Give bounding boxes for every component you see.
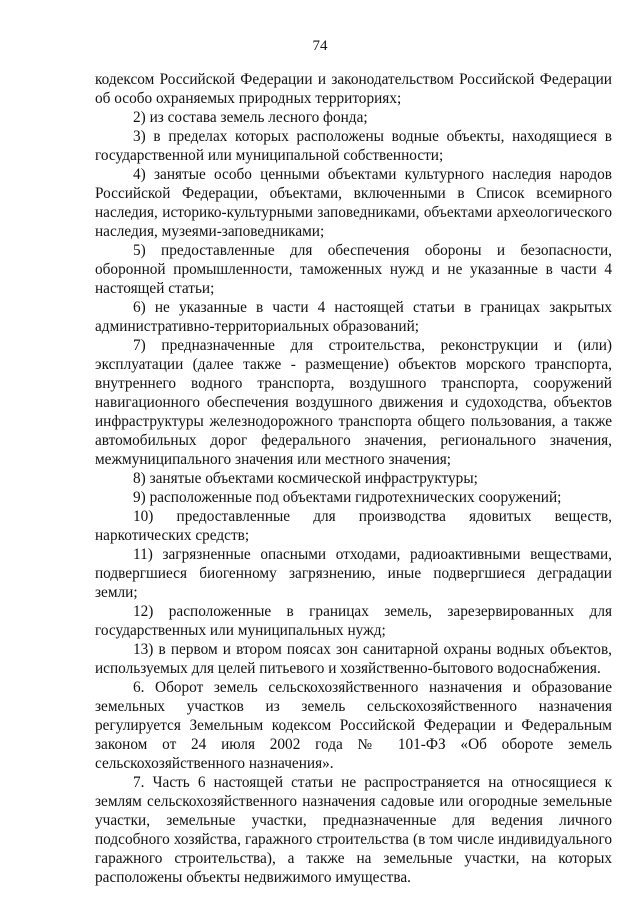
paragraph-continuation: кодексом Российской Федерации и законодательством Российской Федерации об особо охраняемых природных территориях; <box>95 71 612 107</box>
paragraph-item-4: 4) занятые особо ценными объектами культурного наследия народов Российской Федерации, объектами, включенными в Список всемирного наследия, историко-культурными заповедниками, объектами археологического наследия, музеями-заповедниками; <box>95 166 612 240</box>
paragraph-item-6: 6) не указанные в части 4 настоящей статьи в границах закрытых административно-территориальных образований; <box>95 299 612 335</box>
paragraph-part-7: 7. Часть 6 настоящей статьи не распространяется на относящиеся к землям сельскохозяйственного назначения садовые или огородные земельные участки, земельные участки, предназначенные для ведения личного подсобного хозяйства, гаражного строительства (в том числе индивидуального гаражного строительства), а также на земельные участки, на которых расположены объекты недвижимого имущества. <box>95 774 612 886</box>
paragraph-item-7: 7) предназначенные для строительства, реконструкции и (или) эксплуатации (далее также - размещение) объектов морского транспорта, внутреннего водного транспорта, воздушного транспорта, сооружений навигационного обеспечения воздушного движения и судоходства, объектов инфраструктуры железнодорожного транспорта общего пользования, а также автомобильных дорог федерального значения, регионального значения, межмуниципального значения или местного значения; <box>95 337 612 468</box>
paragraph-item-2: 2) из состава земель лесного фонда; <box>133 109 368 126</box>
paragraph-item-11: 11) загрязненные опасными отходами, радиоактивными веществами, подвергшиеся биогенному загрязнению, иные подвергшиеся деградации земли; <box>95 546 612 601</box>
paragraph-item-13: 13) в первом и втором поясах зон санитарной охраны водных объектов, используемых для целей питьевого и хозяйственно-бытового водоснабжения. <box>95 641 612 677</box>
page-number: 74 <box>312 38 328 54</box>
document-body <box>95 70 612 887</box>
paragraph-item-10: 10) предоставленные для производства ядовитых веществ, наркотических средств; <box>95 508 612 544</box>
paragraph-item-5: 5) предоставленные для обеспечения обороны и безопасности, оборонной промышленности, таможенных нужд и не указанные в части 4 настоящей статьи; <box>95 242 612 297</box>
paragraph-item-9: 9) расположенные под объектами гидротехнических сооружений; <box>133 489 562 506</box>
paragraph-item-12: 12) расположенные в границах земель, зарезервированных для государственных или муниципальных нужд; <box>95 603 612 639</box>
paragraph-item-8: 8) занятые объектами космической инфраструктуры; <box>133 470 478 487</box>
paragraph-item-3: 3) в пределах которых расположены водные объекты, находящиеся в государственной или муниципальной собственности; <box>95 128 612 164</box>
paragraph-part-6: 6. Оборот земель сельскохозяйственного назначения и образование земельных участков из земель сельскохозяйственного назначения регулируется Земельным кодексом Российской Федерации и Федеральным законом от 24 июля 2002 года № 101-ФЗ «Об обороте земель сельскохозяйственного назначения». <box>95 679 612 772</box>
